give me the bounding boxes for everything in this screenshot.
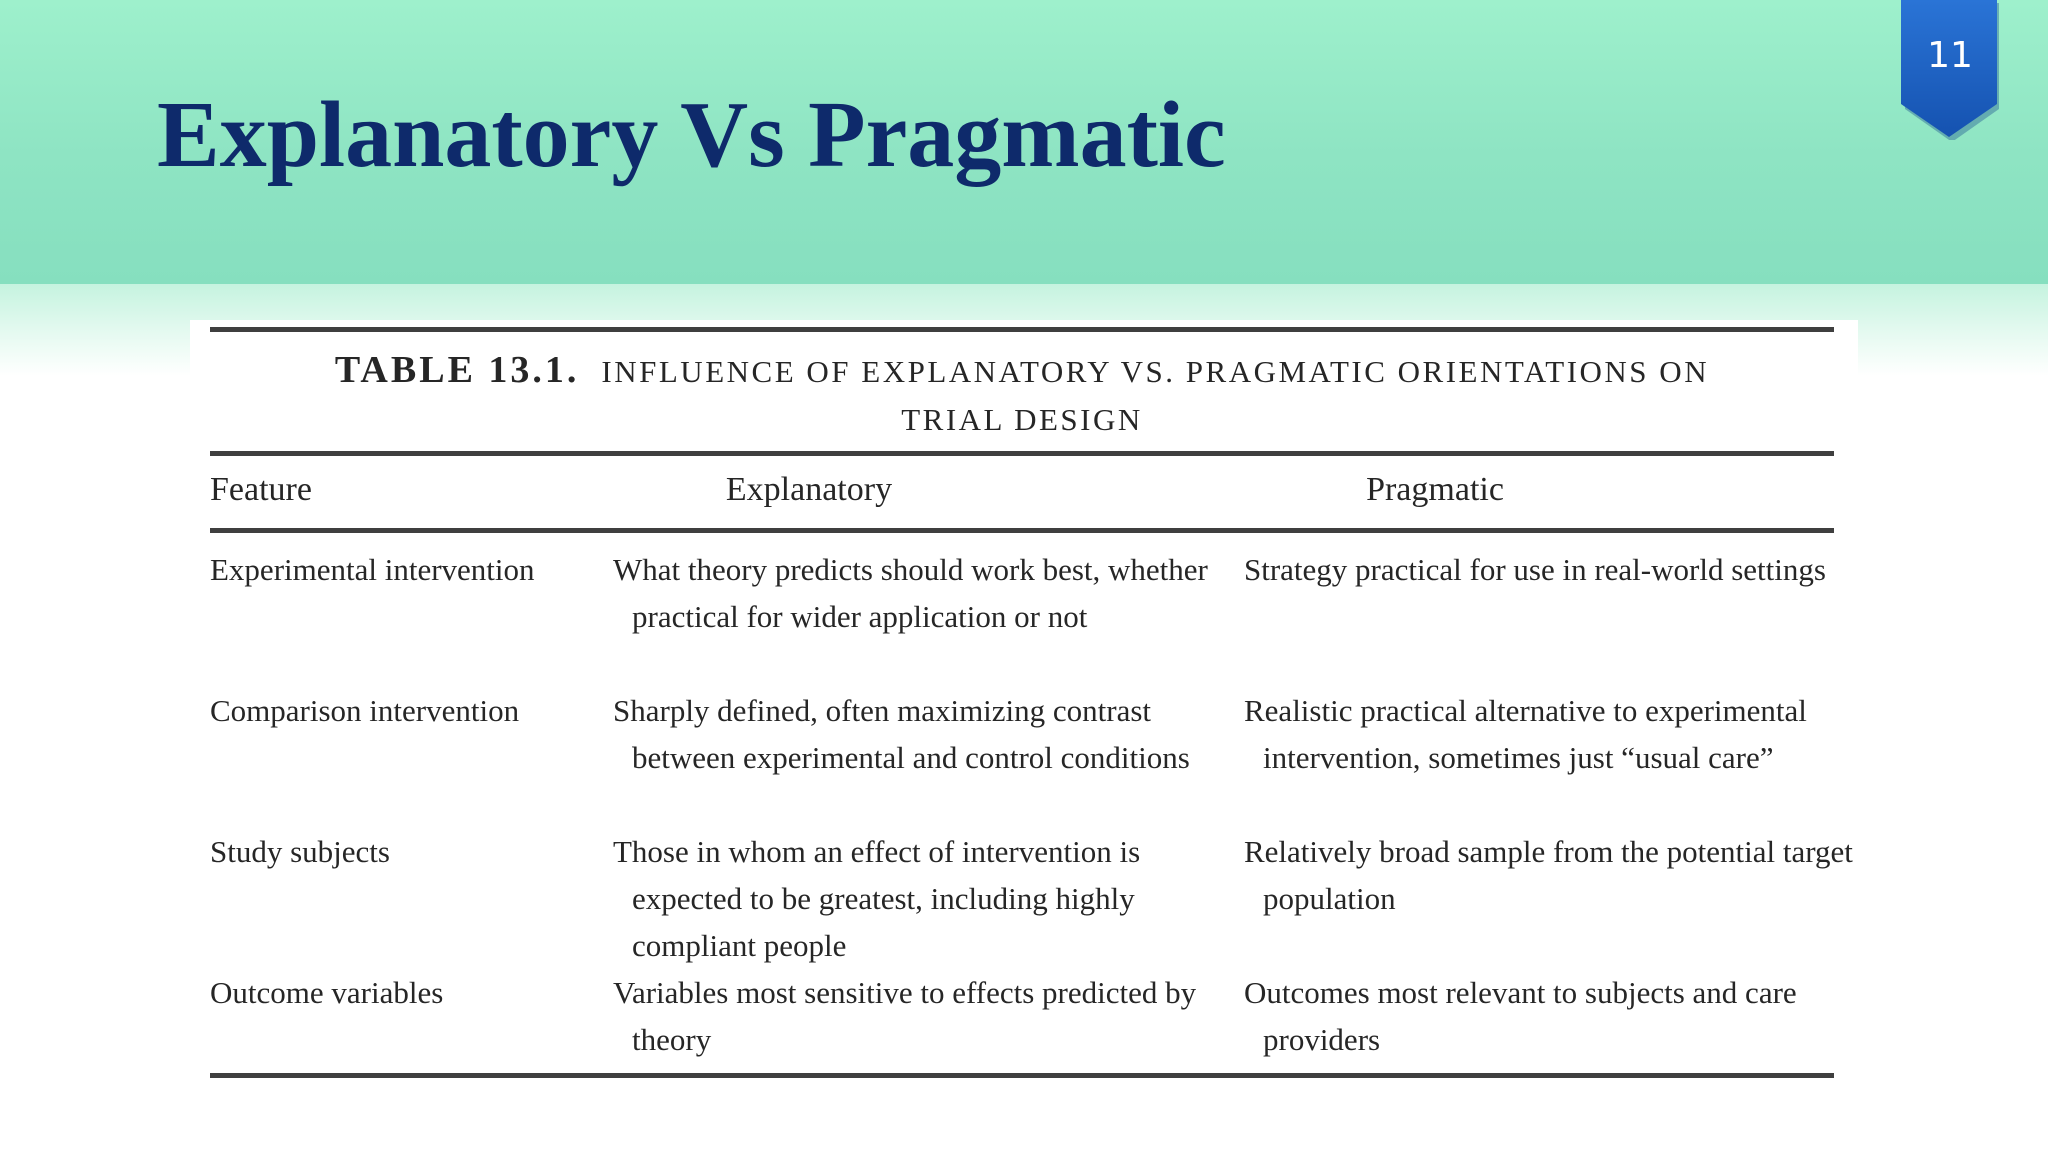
pragmatic-cell: Outcomes most relevant to subjects and care providers: [1244, 975, 1797, 1057]
page-number-badge: [1901, 0, 1999, 140]
page-number: 11: [1927, 35, 1973, 76]
table-caption-number: TABLE 13.1.: [334, 349, 580, 391]
column-header-feature: Feature: [210, 471, 312, 508]
explanatory-cell: Those in whom an effect of intervention is expected to be greatest, including highly compliant people: [613, 834, 1141, 963]
table-header-top-rule: [210, 451, 1834, 456]
table-header-bottom-rule: [210, 528, 1834, 533]
table-caption: [210, 346, 1834, 444]
feature-cell: Outcome variables: [210, 975, 444, 1010]
feature-cell: Comparison intervention: [210, 693, 520, 728]
table-bottom-rule: [210, 1073, 1834, 1078]
explanatory-cell: Variables most sensitive to effects predicted by theory: [613, 975, 1197, 1057]
table-top-rule: [210, 327, 1834, 332]
explanatory-cell: What theory predicts should work best, whether practical for wider application or not: [613, 552, 1208, 634]
table-caption-title: INFLUENCE OF EXPLANATORY VS. PRAGMATIC ORIENTATIONS ON: [601, 354, 1710, 389]
pragmatic-cell: Relatively broad sample from the potential target population: [1244, 834, 1853, 916]
explanatory-cell: Sharply defined, often maximizing contrast between experimental and control conditions: [613, 693, 1190, 775]
feature-cell: Experimental intervention: [210, 552, 535, 587]
column-header-pragmatic: Pragmatic: [1366, 471, 1504, 508]
table-image: [190, 320, 1858, 1096]
pragmatic-cell: Realistic practical alternative to experimental intervention, sometimes just “usual care”: [1244, 693, 1807, 775]
column-header-explanatory: Explanatory: [725, 471, 893, 508]
pragmatic-cell: Strategy practical for use in real-world settings: [1244, 552, 1826, 587]
slide-title: Explanatory Vs Pragmatic: [157, 83, 1226, 187]
feature-cell: Study subjects: [210, 834, 390, 869]
table-caption-title-line2: TRIAL DESIGN: [901, 402, 1143, 437]
